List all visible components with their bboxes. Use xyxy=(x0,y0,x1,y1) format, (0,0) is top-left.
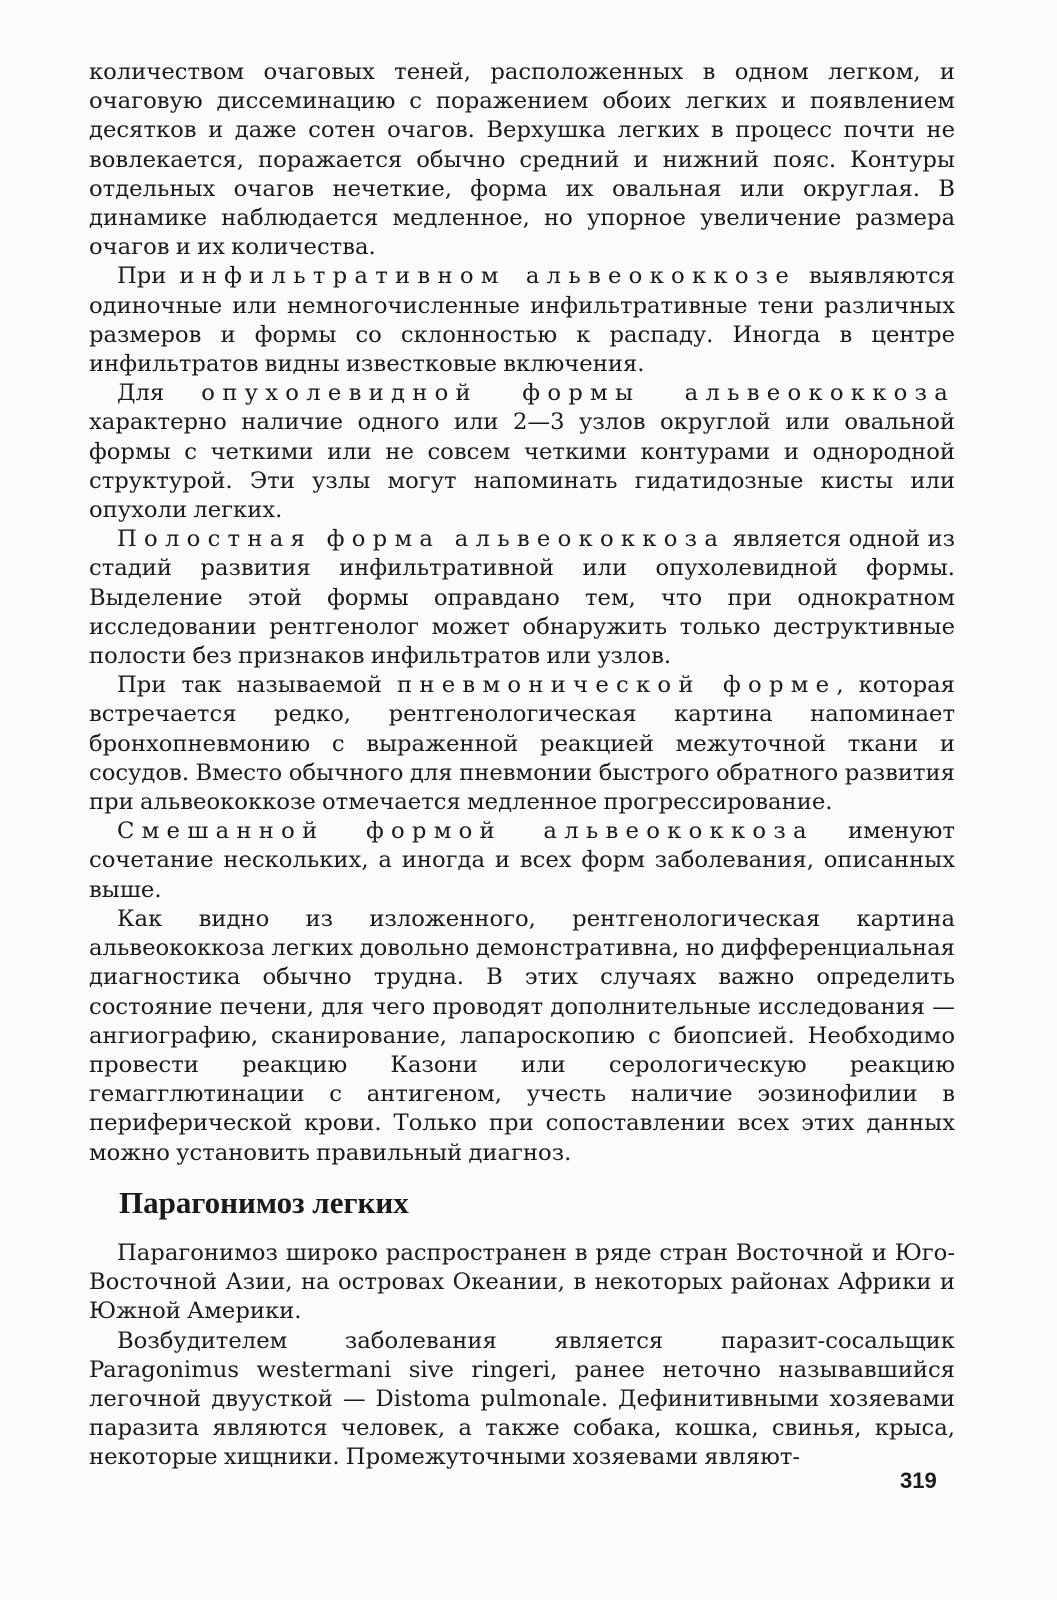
paragraph-text: Парагонимоз широко распространен в ряде стран Восточной и Юго-Восточной Азии, на островах Океании, в некоторых районах Африки и Южной Америки. xyxy=(89,1240,955,1325)
paragraph-text: именуют сочетание нескольких, а иногда и всех форм заболевания, описанных выше. xyxy=(89,818,955,903)
paragraph-text: количеством очаговых теней, расположенных в одном легком, и очаговую диссеминацию с поражением обоих легких и появлением десятков и даже сотен очагов. Верхушка легких в процесс почти не вовлекается, поражается обычно средний и нижний пояс. Контуры отдельных очагов нечеткие, форма их овальная или округлая. В динамике наблюдается медленное, но упорное увеличение размера очагов и их количества. xyxy=(89,59,955,261)
paragraph xyxy=(89,525,955,671)
emphasized-term: пневмонической форме xyxy=(396,672,837,699)
page-number: 319 xyxy=(900,1468,937,1493)
paragraph-text: При xyxy=(117,263,180,290)
emphasized-term: Смешанной формой альвеококкоза xyxy=(117,818,814,845)
paragraph xyxy=(89,262,955,379)
paragraph xyxy=(89,817,955,905)
paragraph xyxy=(89,671,955,817)
body-text-top xyxy=(89,58,955,1168)
paragraph xyxy=(89,379,955,525)
paragraph-text: Возбудителем заболевания является паразит-сосальщик Paragonimus westermani sive ringeri, ранее неточно называвшийся легочной двуусткой — Distoma pulmonale. Дефинитивными хозяевами паразита являются человек, а также собака, кошка, свинья, крыса, некоторые хищники. Промежуточными хозяевами являют- xyxy=(89,1327,955,1471)
paragraph-text: является одной из стадий развития инфильтративной или опухолевидной формы. Выделение этой формы оправдано тем, что при однократном исследовании рентгенолог может обнаружить только деструктивные полости без признаков инфильтратов или узлов. xyxy=(89,526,955,670)
paragraph xyxy=(89,58,955,262)
paragraph-text: выявляются одиночные или немногочисленные инфильтративные тени различных размеров и формы со склонностью к распаду. Иногда в центре инфильтратов видны известковые включения. xyxy=(89,263,955,378)
paragraph-text: Как видно из изложенного, рентгенологическая картина альвеококкоза легких довольно демонстративна, но дифференциальная диагностика обычно трудна. В этих случаях важно определить состояние печени, для чего проводят дополнительные исследования — ангиографию, сканирование, лапароскопию с биопсией. Необходимо провести реакцию Казони или серологическую реакцию гемагглютинации с антигеном, учесть наличие эозинофилии в периферической крови. Только при сопоставлении всех этих данных можно установить правильный диагноз. xyxy=(89,905,955,1166)
paragraph xyxy=(89,1327,955,1473)
paragraph-text: характерно наличие одного или 2—3 узлов округлой или овальной формы с четкими или не совсем четкими контурами и однородной структурой. Эти узлы могут напоминать гидатидозные кисты или опухоли легких. xyxy=(89,409,955,524)
emphasized-term: Полостная форма альвеококкоза xyxy=(117,526,726,553)
emphasized-term: инфильтративном альвеококкозе xyxy=(179,263,797,290)
emphasized-term: опухолевидной формы альвеококкоза xyxy=(201,380,955,407)
paragraph-text: , которая встречается редко, рентгенологическая картина напоминает бронхопневмонию с выраженной реакцией межуточной ткани и сосудов. Вместо обычного для пневмонии быстрого обратного развития при альвеококкозе отмечается медленное прогрессирование. xyxy=(89,672,955,816)
paragraph xyxy=(89,905,955,1168)
paragraph-text: При так называемой xyxy=(117,672,397,699)
paragraph xyxy=(89,1239,955,1327)
section-heading: Парагонимоз легких xyxy=(119,1185,409,1220)
body-text-bottom xyxy=(89,1239,955,1473)
paragraph-text: Для xyxy=(117,380,202,407)
